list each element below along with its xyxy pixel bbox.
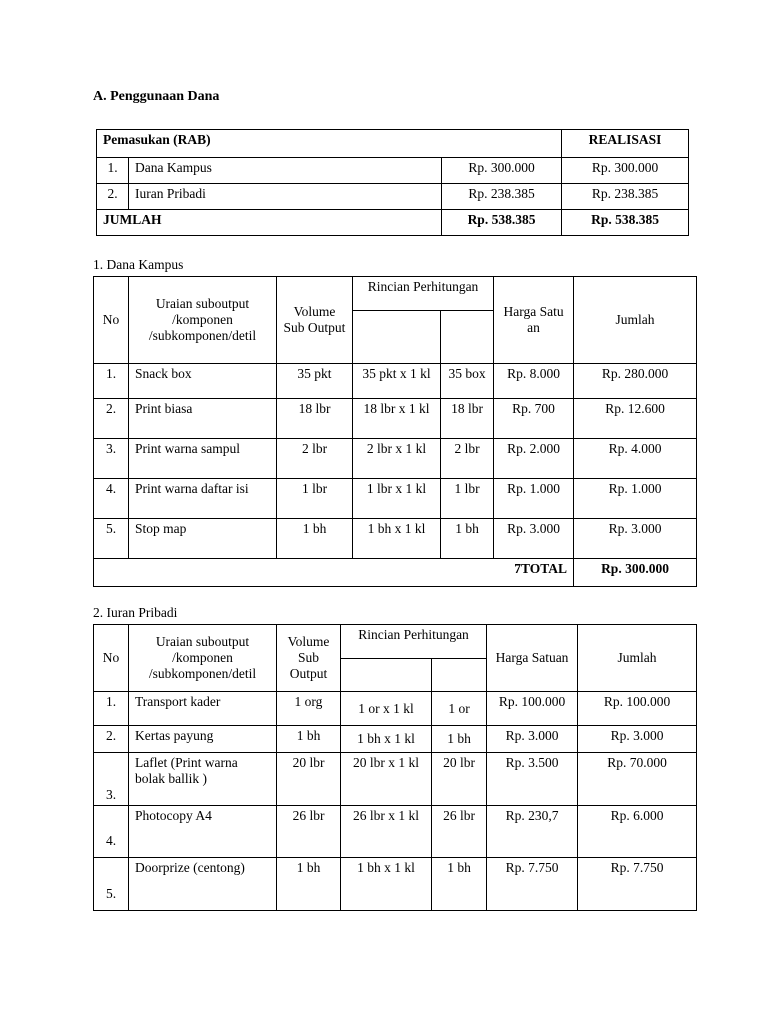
row-harga: Rp. 3.500 [487, 753, 578, 806]
summary-total-label: JUMLAH [97, 210, 442, 236]
row-harga: Rp. 7.750 [487, 858, 578, 911]
row-uraian: Print biasa [129, 399, 277, 439]
row-rincian-2: 1 bh [432, 726, 487, 753]
realisasi-header: REALISASI [562, 130, 689, 158]
header-rincian: Rincian Perhitungan [353, 277, 494, 311]
row-harga: Rp. 100.000 [487, 692, 578, 726]
summary-total-row [97, 210, 689, 236]
row-uraian: Print warna sampul [129, 439, 277, 479]
row-uraian: Laflet (Print warna bolak ballik ) [129, 753, 277, 806]
header-row [94, 625, 697, 659]
header-harga: Harga Satuan [487, 625, 578, 692]
row-volume: 1 bh [277, 858, 341, 911]
row-no: 3. [94, 753, 129, 806]
header-rincian-sub-1 [353, 311, 441, 364]
row-volume: 18 lbr [277, 399, 353, 439]
table-row [94, 439, 697, 479]
row-harga: Rp. 700 [494, 399, 574, 439]
summary-realisasi: Rp. 238.385 [562, 184, 689, 210]
row-jumlah: Rp. 100.000 [578, 692, 697, 726]
row-harga: Rp. 2.000 [494, 439, 574, 479]
total-value: Rp. 300.000 [574, 559, 697, 587]
row-rincian-1: 1 bh x 1 kl [353, 519, 441, 559]
row-rincian-1: 20 lbr x 1 kl [341, 753, 432, 806]
row-no: 5. [94, 519, 129, 559]
header-rincian-sub-2 [441, 311, 494, 364]
row-volume: 1 org [277, 692, 341, 726]
row-jumlah: Rp. 12.600 [574, 399, 697, 439]
summary-no: 2. [97, 184, 129, 210]
row-rincian-2: 2 lbr [441, 439, 494, 479]
summary-rab: Rp. 300.000 [442, 158, 562, 184]
row-jumlah: Rp. 7.750 [578, 858, 697, 911]
header-jumlah: Jumlah [574, 277, 697, 364]
summary-no: 1. [97, 158, 129, 184]
table-row [94, 692, 697, 726]
row-harga: Rp. 3.000 [494, 519, 574, 559]
row-rincian-1: 18 lbr x 1 kl [353, 399, 441, 439]
summary-rab: Rp. 238.385 [442, 184, 562, 210]
table-row [94, 753, 697, 806]
row-volume: 2 lbr [277, 439, 353, 479]
row-jumlah: Rp. 3.000 [578, 726, 697, 753]
row-rincian-2: 26 lbr [432, 806, 487, 858]
row-no: 5. [94, 858, 129, 911]
row-volume: 1 bh [277, 726, 341, 753]
summary-name: Dana Kampus [129, 158, 442, 184]
row-jumlah: Rp. 3.000 [574, 519, 697, 559]
row-no: 3. [94, 439, 129, 479]
row-volume: 1 bh [277, 519, 353, 559]
row-jumlah: Rp. 6.000 [578, 806, 697, 858]
row-rincian-2: 35 box [441, 364, 494, 399]
row-rincian-1: 2 lbr x 1 kl [353, 439, 441, 479]
header-volume: Volume Sub Output [277, 625, 341, 692]
summary-realisasi: Rp. 300.000 [562, 158, 689, 184]
row-jumlah: Rp. 4.000 [574, 439, 697, 479]
row-no: 1. [94, 364, 129, 399]
summary-header-row [97, 130, 689, 158]
row-rincian-1: 26 lbr x 1 kl [341, 806, 432, 858]
row-uraian: Photocopy A4 [129, 806, 277, 858]
header-rincian-sub-1 [341, 659, 432, 692]
summary-total-rab: Rp. 538.385 [442, 210, 562, 236]
header-no: No [94, 277, 129, 364]
row-harga: Rp. 1.000 [494, 479, 574, 519]
total-label: 7TOTAL [94, 559, 574, 587]
summary-row [97, 184, 689, 210]
header-row [94, 277, 697, 311]
table-row [94, 519, 697, 559]
row-no: 4. [94, 806, 129, 858]
row-uraian: Kertas payung [129, 726, 277, 753]
summary-name: Iuran Pribadi [129, 184, 442, 210]
row-no: 4. [94, 479, 129, 519]
row-rincian-1: 1 bh x 1 kl [341, 858, 432, 911]
row-uraian: Snack box [129, 364, 277, 399]
total-row [94, 559, 697, 587]
header-rincian: Rincian Perhitungan [341, 625, 487, 659]
header-jumlah: Jumlah [578, 625, 697, 692]
row-no: 2. [94, 399, 129, 439]
table-row [94, 806, 697, 858]
dana-kampus-title: 1. Dana Kampus [93, 257, 184, 272]
row-rincian-1: 1 bh x 1 kl [341, 726, 432, 753]
dana-kampus-table [93, 276, 697, 587]
section-title: A. Penggunaan Dana [93, 89, 220, 104]
row-uraian: Transport kader [129, 692, 277, 726]
row-rincian-2: 18 lbr [441, 399, 494, 439]
row-rincian-2: 1 bh [432, 858, 487, 911]
iuran-pribadi-title: 2. Iuran Pribadi [93, 605, 178, 620]
pemasukan-header: Pemasukan (RAB) [97, 130, 562, 158]
row-volume: 20 lbr [277, 753, 341, 806]
row-rincian-1: 35 pkt x 1 kl [353, 364, 441, 399]
row-uraian: Stop map [129, 519, 277, 559]
row-no: 2. [94, 726, 129, 753]
header-volume: Volume Sub Output [277, 277, 353, 364]
row-rincian-2: 1 or [432, 692, 487, 726]
row-rincian-1: 1 or x 1 kl [341, 692, 432, 726]
row-rincian-1: 1 lbr x 1 kl [353, 479, 441, 519]
header-uraian: Uraian suboutput /komponen /subkomponen/detil [129, 625, 277, 692]
row-volume: 35 pkt [277, 364, 353, 399]
row-volume: 26 lbr [277, 806, 341, 858]
row-harga: Rp. 8.000 [494, 364, 574, 399]
row-uraian: Doorprize (centong) [129, 858, 277, 911]
row-rincian-2: 1 lbr [441, 479, 494, 519]
row-jumlah: Rp. 70.000 [578, 753, 697, 806]
summary-total-realisasi: Rp. 538.385 [562, 210, 689, 236]
row-jumlah: Rp. 280.000 [574, 364, 697, 399]
table-row [94, 858, 697, 911]
header-no: No [94, 625, 129, 692]
row-rincian-2: 20 lbr [432, 753, 487, 806]
iuran-pribadi-table [93, 624, 697, 911]
summary-table [96, 129, 689, 236]
table-row [94, 479, 697, 519]
table-row [94, 364, 697, 399]
row-jumlah: Rp. 1.000 [574, 479, 697, 519]
table-row [94, 726, 697, 753]
table-row [94, 399, 697, 439]
row-harga: Rp. 3.000 [487, 726, 578, 753]
row-harga: Rp. 230,7 [487, 806, 578, 858]
row-no: 1. [94, 692, 129, 726]
header-rincian-sub-2 [432, 659, 487, 692]
row-uraian: Print warna daftar isi [129, 479, 277, 519]
row-volume: 1 lbr [277, 479, 353, 519]
summary-row [97, 158, 689, 184]
header-harga: Harga Satu an [494, 277, 574, 364]
row-rincian-2: 1 bh [441, 519, 494, 559]
header-uraian: Uraian suboutput /komponen /subkomponen/detil [129, 277, 277, 364]
